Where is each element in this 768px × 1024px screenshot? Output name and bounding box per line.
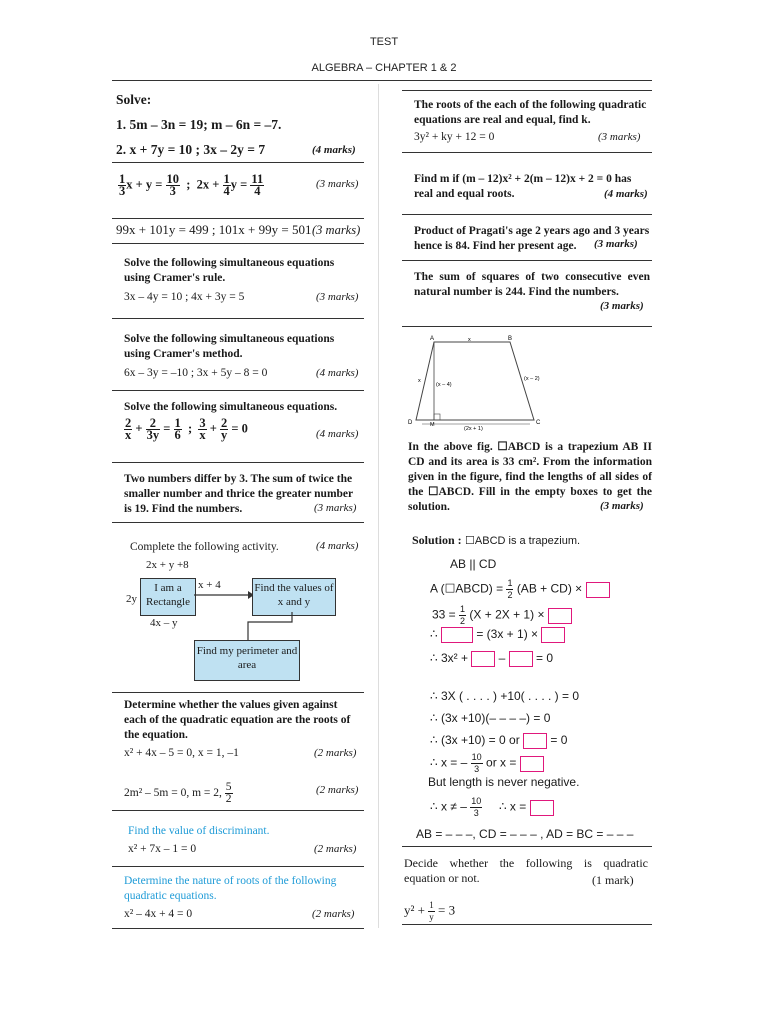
solution-line-8: ∴ (3x +10) = 0 or = 0 <box>430 733 568 747</box>
question-12-marks: (2 marks) <box>312 908 355 920</box>
question-4-marks: (3 marks) <box>312 223 361 237</box>
solution-line-3: 33 = $\frac{1}{2}$ (X + 2X + 1) × <box>432 604 572 627</box>
divider <box>112 462 364 463</box>
question-11-text: Find the value of discriminant. <box>128 825 270 837</box>
question-3: $\frac{1}{3}$ x + y = $\frac{10}{3}$ ; 2x + $\frac{1}{4}$ y = $\frac{11}{4}$ <box>119 172 264 198</box>
answer-box[interactable] <box>541 627 565 643</box>
question-6-marks: (4 marks) <box>316 367 359 379</box>
trapezium-figure <box>402 334 552 434</box>
rectangle-side-label: 2y <box>126 593 137 605</box>
right-question-3-text: Product of Pragati's age 2 years ago and 3 years hence is 84. Find her present age. <box>414 225 650 252</box>
question-11-equation: x² + 7x – 1 = 0 <box>128 843 197 855</box>
divider <box>402 924 652 925</box>
divider <box>402 846 652 847</box>
question-3-marks: (3 marks) <box>316 178 359 190</box>
question-5-equation: 3x – 4y = 10 ; 4x + 3y = 5 <box>124 291 245 303</box>
answer-box[interactable] <box>530 800 554 816</box>
solution-line-11: ∴ x ≠ – $\frac{10}{3}$ ∴ x = <box>430 796 554 819</box>
divider <box>402 214 652 215</box>
divider <box>112 928 364 929</box>
divider <box>112 318 364 319</box>
answer-box[interactable] <box>548 608 572 624</box>
question-10-b-marks: (2 marks) <box>316 784 359 796</box>
right-question-5-marks: (3 marks) <box>600 500 644 512</box>
question-10-a: x² + 4x – 5 = 0, x = 1, –1 <box>124 747 239 759</box>
right-question-6-equation: y² + $\frac{1}{y}$ = 3 <box>404 900 456 922</box>
height-label: (x – 4) <box>436 382 452 388</box>
question-11-marks: (2 marks) <box>314 843 357 855</box>
divider <box>112 243 364 244</box>
right-question-6-text: Decide whether the following is quadratic equation or not. <box>404 856 648 885</box>
right-question-3-marks: (3 marks) <box>594 238 638 250</box>
divider <box>402 90 652 91</box>
elbow-arrow-icon <box>240 612 300 642</box>
divider <box>112 390 364 391</box>
right-question-1-marks: (3 marks) <box>598 131 641 143</box>
side-bc-label: (x – 2) <box>524 376 540 382</box>
vertex-b-label: B <box>508 336 513 342</box>
question-8-marks: (3 marks) <box>314 502 357 514</box>
vertex-d-label: D <box>408 420 413 426</box>
question-7-text: Solve the following simultaneous equations. <box>124 401 338 413</box>
right-question-2-marks: (4 marks) <box>604 188 648 200</box>
perimeter-box: Find my perimeter and area <box>194 640 300 681</box>
divider <box>112 162 364 163</box>
solution-heading: Solution : ☐ABCD is a trapezium. <box>412 533 581 547</box>
question-9-marks: (4 marks) <box>316 540 359 552</box>
question-6-equation: 6x – 3y = –10 ; 3x + 5y – 8 = 0 <box>124 367 268 379</box>
vertex-a-label: A <box>430 336 435 342</box>
vertex-c-label: C <box>536 420 541 426</box>
solution-line-5: ∴ 3x² + – = 0 <box>430 651 554 665</box>
question-10-text: Determine whether the values given against each of the quadratic equation are the roots of the equation. <box>124 699 351 741</box>
solution-line-12: AB = – – –, CD = – – – , AD = BC = – – – <box>416 827 634 841</box>
solution-line-4: ∴ = (3x + 1) × <box>430 626 565 643</box>
header-divider <box>112 80 652 81</box>
right-question-4-marks: (3 marks) <box>600 300 644 312</box>
question-10-b: 2m² – 5m = 0, m = 2, $\frac{5}{2}$ <box>124 781 232 805</box>
solution-line-6: ∴ 3X ( . . . . ) +10( . . . . ) = 0 <box>430 689 580 703</box>
solution-line-2: A (☐ABCD) = $\frac{1}{2}$ (AB + CD) × <box>430 578 610 601</box>
question-1: 1. 5m – 3n = 19; m – 6n = –7. <box>116 117 282 132</box>
question-2: 2. x + 7y = 10 ; 3x – 2y = 7 <box>116 142 266 157</box>
right-question-1-text: The roots of the each of the following quadratic equations are real and equal, find k. <box>414 99 647 126</box>
answer-box[interactable] <box>441 627 473 643</box>
question-7-equation: $\frac{2}{x}$ + $\frac{2}{3y}$ = $\frac{1}{6}$ ; $\frac{3}{x}$ + $\frac{2}{y}$ = 0 <box>125 416 248 442</box>
solve-title: Solve: <box>116 92 152 107</box>
side-ab-label: x <box>468 337 471 343</box>
question-12-text: Determine the nature of roots of the following quadratic equations. <box>124 875 337 902</box>
divider <box>112 866 364 867</box>
column-separator <box>378 84 379 928</box>
question-5-marks: (3 marks) <box>316 291 359 303</box>
side-ad-label: x <box>418 378 421 384</box>
right-question-2-text: Find m if (m – 12)x² + 2(m – 12)x + 2 = 0 has real and equal roots. <box>414 173 632 200</box>
question-9-text: Complete the following activity. <box>130 541 279 553</box>
question-6-text: Solve the following simultaneous equations using Cramer's method. <box>124 333 335 360</box>
answer-box[interactable] <box>586 582 610 598</box>
chapter-title: ALGEBRA – CHAPTER 1 & 2 <box>311 62 457 74</box>
question-2-marks: (4 marks) <box>312 144 356 156</box>
divider <box>112 522 364 523</box>
solution-line-9: ∴ x = – $\frac{10}{3}$ or x = <box>430 752 544 775</box>
divider <box>402 152 652 153</box>
divider <box>402 326 652 327</box>
question-5-text: Solve the following simultaneous equations using Cramer's rule. <box>124 257 335 284</box>
divider <box>402 260 652 261</box>
solution-line-10: But length is never negative. <box>428 775 580 789</box>
rectangle-bottom-label: 4x – y <box>150 617 178 629</box>
rectangle-top-label: 2x + y +8 <box>146 559 189 571</box>
answer-box[interactable] <box>509 651 533 667</box>
arrow-label: x + 4 <box>198 579 221 591</box>
answer-box[interactable] <box>471 651 495 667</box>
test-title: TEST <box>369 36 399 48</box>
right-question-5-text: In the above fig. ☐ABCD is a trapezium AB II CD and its area is 33 cm². From the information given in the figure, find the lengths of all sides of the ☐ABCD. Fill in the empty boxes to get the solution. <box>408 441 652 513</box>
question-12-equation: x² – 4x + 4 = 0 <box>124 908 193 920</box>
answer-box[interactable] <box>520 756 544 772</box>
right-question-6-marks: (1 mark) <box>592 873 634 887</box>
divider <box>112 692 364 693</box>
divider <box>112 218 364 219</box>
solution-line-1: AB || CD <box>450 557 497 571</box>
side-dc-label: (2x + 1) <box>464 426 483 432</box>
answer-box[interactable] <box>523 733 547 749</box>
question-10-a-marks: (2 marks) <box>314 747 357 759</box>
point-m-label: M <box>430 422 435 428</box>
divider <box>112 810 364 811</box>
question-7-marks: (4 marks) <box>316 428 359 440</box>
right-question-1-equation: 3y² + ky + 12 = 0 <box>414 131 495 143</box>
question-4: 99x + 101y = 499 ; 101x + 99y = 501 <box>116 222 312 237</box>
arrow-right-icon <box>194 590 254 602</box>
right-question-4-text: The sum of squares of two consecutive even natural number is 244. Find the numbers. <box>414 271 650 298</box>
question-8-text: Two numbers differ by 3. The sum of twice the smaller number and thrice the greater number is 19. Find the numbers. <box>124 473 353 515</box>
rectangle-box: I am a Rectangle <box>140 578 196 616</box>
find-values-box: Find the values of x and y <box>252 578 336 616</box>
solution-line-7: ∴ (3x +10)(– – – –) = 0 <box>430 711 551 725</box>
